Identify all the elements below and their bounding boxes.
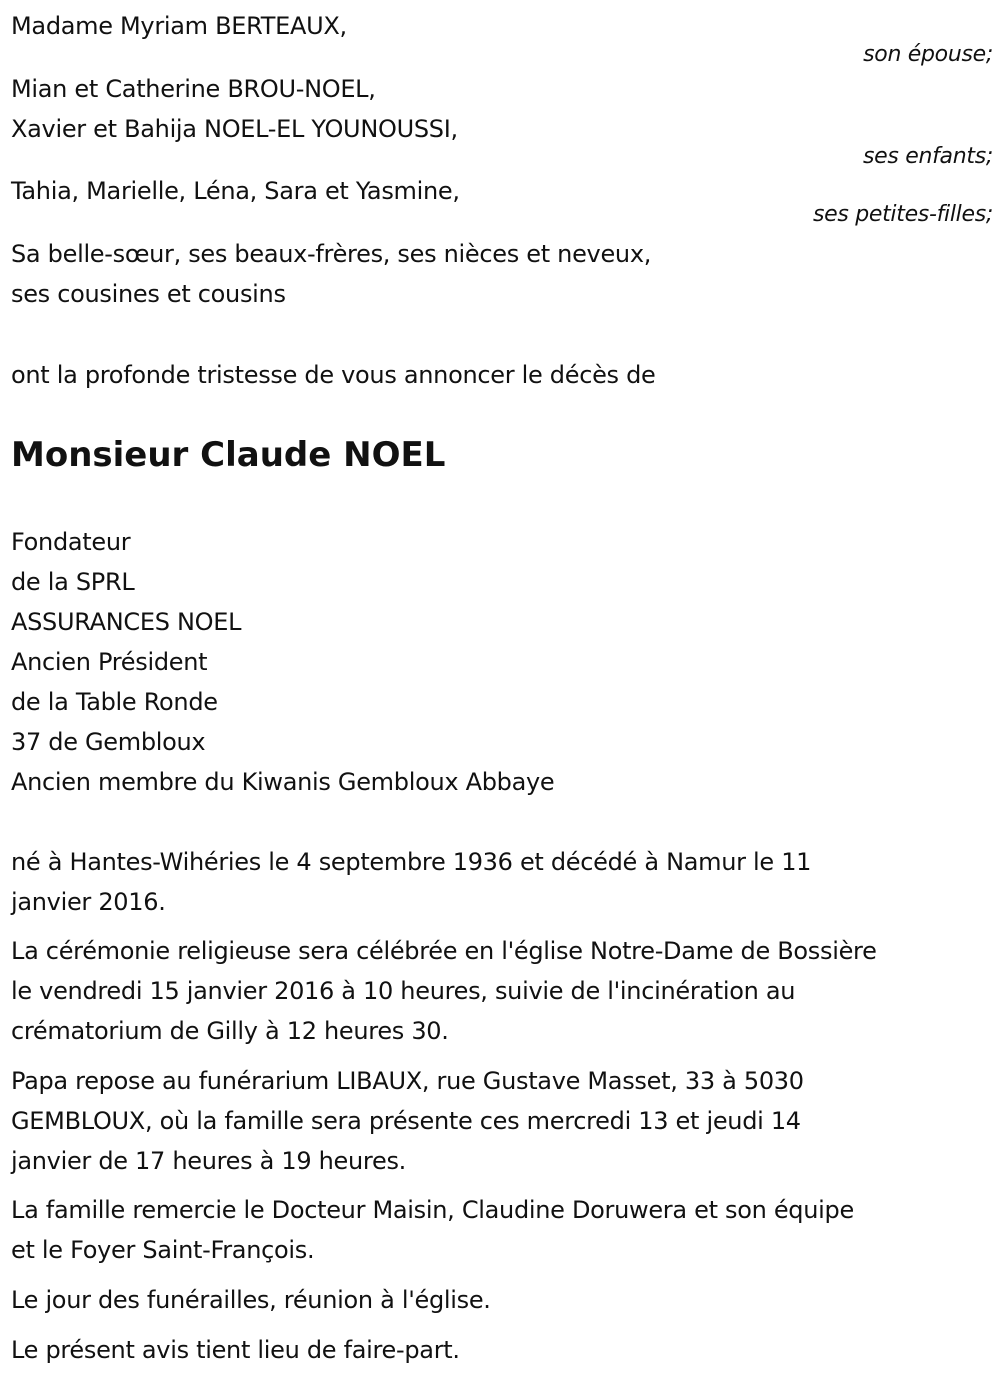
- paragraph-thanks: [11, 1190, 991, 1270]
- paragraph-line: Le jour des funérailles, réunion à l'église.: [11, 1286, 491, 1314]
- family-line: ses cousines et cousins: [11, 280, 286, 308]
- paragraph-ceremony: [11, 931, 991, 1051]
- title-line: ASSURANCES NOEL: [11, 608, 242, 636]
- relation-label: ses enfants;: [862, 144, 993, 169]
- family-line: Tahia, Marielle, Léna, Sara et Yasmine,: [11, 177, 460, 205]
- paragraph-funeral-home: [11, 1061, 991, 1181]
- paragraph-line: et le Foyer Saint-François.: [11, 1236, 315, 1264]
- paragraph-line: Le présent avis tient lieu de faire-part.: [11, 1336, 460, 1364]
- family-line: Mian et Catherine BROU-NOEL,: [11, 75, 376, 103]
- paragraph-line: La famille remercie le Docteur Maisin, Claudine Doruwera et son équipe: [11, 1196, 854, 1224]
- title-line: de la Table Ronde: [11, 688, 218, 716]
- title-line: Ancien membre du Kiwanis Gembloux Abbaye: [11, 768, 555, 796]
- family-group-spouse: [11, 6, 991, 67]
- title-line: Fondateur: [11, 528, 131, 556]
- paragraph-line: le vendredi 15 janvier 2016 à 10 heures, suivie de l'incinération au: [11, 977, 796, 1005]
- family-line: Xavier et Bahija NOEL-EL YOUNOUSSI,: [11, 115, 458, 143]
- family-line: Madame Myriam BERTEAUX,: [11, 12, 347, 40]
- announcement-text: ont la profonde tristesse de vous annoncer le décès de: [11, 361, 656, 389]
- relation-label: son épouse;: [863, 42, 993, 67]
- paragraph-notice: [11, 1330, 991, 1370]
- deceased-name: Monsieur Claude NOEL: [11, 435, 446, 475]
- family-group-extended: [11, 234, 991, 314]
- paragraph-line: La cérémonie religieuse sera célébrée en l'église Notre-Dame de Bossière: [11, 937, 877, 965]
- family-group-children: [11, 69, 991, 169]
- paragraph-line: Papa repose au funérarium LIBAUX, rue Gustave Masset, 33 à 5030: [11, 1067, 804, 1095]
- title-line: Ancien Président: [11, 648, 208, 676]
- paragraph-line: janvier 2016.: [11, 888, 166, 916]
- family-group-granddaughters: [11, 171, 991, 227]
- title-line: 37 de Gembloux: [11, 728, 206, 756]
- paragraph-line: né à Hantes-Wihéries le 4 septembre 1936 et décédé à Namur le 11: [11, 848, 812, 876]
- deceased-titles: [11, 522, 991, 802]
- relation-label: ses petites-filles;: [812, 202, 993, 227]
- paragraph-line: janvier de 17 heures à 19 heures.: [11, 1147, 406, 1175]
- family-line: Sa belle-sœur, ses beaux-frères, ses nièces et neveux,: [11, 240, 652, 268]
- paragraph-line: crématorium de Gilly à 12 heures 30.: [11, 1017, 449, 1045]
- paragraph-birth-death: [11, 842, 991, 922]
- paragraph-line: GEMBLOUX, où la famille sera présente ces mercredi 13 et jeudi 14: [11, 1107, 801, 1135]
- paragraph-reunion: [11, 1280, 991, 1320]
- title-line: de la SPRL: [11, 568, 135, 596]
